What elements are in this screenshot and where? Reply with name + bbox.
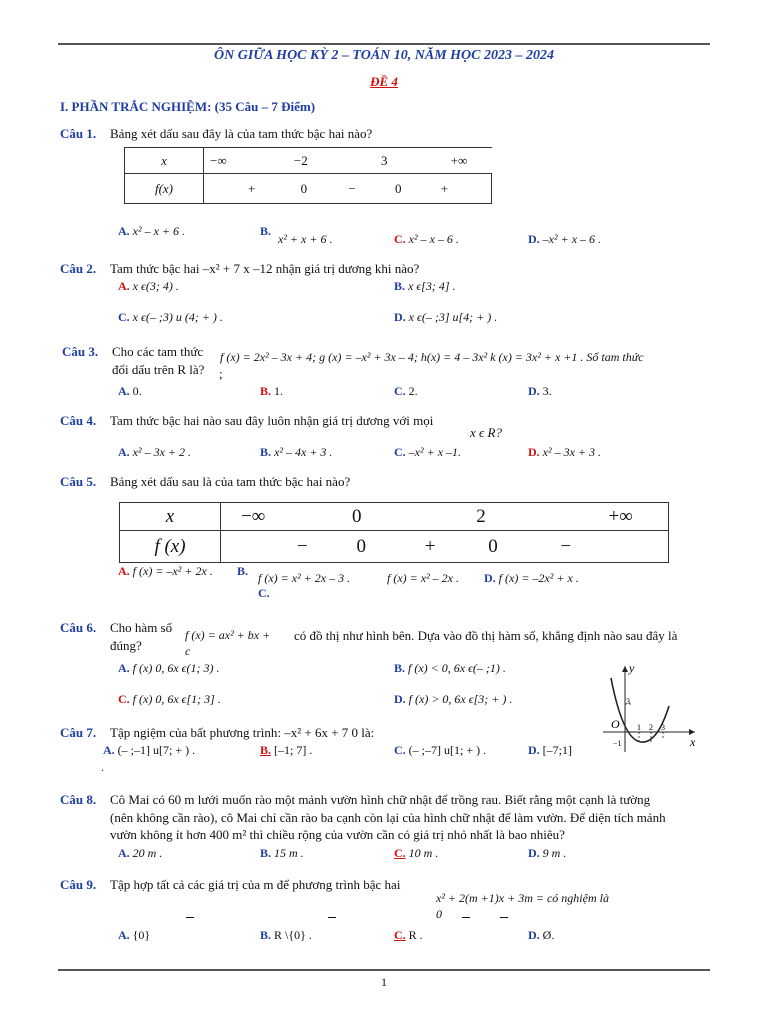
q5-sign-4: 0 <box>488 535 498 557</box>
q8-opt-c-letter: C. <box>394 846 406 860</box>
q8-opt-a-letter: A. <box>118 846 130 860</box>
q5-opt-b-letter: B. <box>237 564 249 578</box>
q8-opt-d: 9 m . <box>542 846 567 860</box>
q8-label: Câu 8. <box>60 792 97 807</box>
q9-dash-2 <box>328 917 336 918</box>
q3-opt-a-letter: A. <box>118 384 130 398</box>
q7-opt-b-letter: B. <box>260 743 272 757</box>
q3-semicolon: ; <box>219 366 223 381</box>
q5-cell-2: 2 <box>476 505 486 527</box>
q5-opt-a: f (x) = –x² + 2x . <box>132 564 213 578</box>
q2-opt-d: x ϵ(– ;3] u[4; + ) . <box>408 310 498 324</box>
q7-opt-d: [–7;1] <box>542 743 572 757</box>
q6-opt-a-letter: A. <box>118 661 130 675</box>
q5-opt-d-letter: D. <box>484 571 496 585</box>
q1-opt-d: –x² + x – 6 . <box>542 232 602 246</box>
q6-opt-d-letter: D. <box>394 692 406 706</box>
q4-opt-a-letter: A. <box>118 445 130 459</box>
q5-cell-posinf: +∞ <box>608 505 633 527</box>
q5-sign-1: − <box>297 535 308 557</box>
q1-cell-x: x <box>125 148 204 174</box>
q7-opt-c-letter: C. <box>394 743 406 757</box>
q6-parabola-graph <box>595 660 705 756</box>
q9-dash-3 <box>462 917 470 918</box>
q7-label: Câu 7. <box>60 725 97 740</box>
q6-formula-c: c <box>185 644 191 658</box>
q1-label: Câu 1. <box>60 126 97 141</box>
y-axis-arrow <box>622 666 628 672</box>
q1-cell-neginf: −∞ <box>210 152 227 168</box>
q7-opt-a-letter: A. <box>103 743 115 757</box>
q1-sign-1: + <box>248 180 256 196</box>
q1-sign-5: + <box>440 180 449 196</box>
q7-opt-d-letter: D. <box>528 743 540 757</box>
q4-opt-d: x² – 3x + 3 . <box>542 445 602 459</box>
q8-opt-b-letter: B. <box>260 846 272 860</box>
exam-number: ĐỀ 4 <box>370 74 398 89</box>
q3-opt-d: 3. <box>542 384 552 398</box>
q6-text2: có đồ thị như hình bên. Dựa vào đồ thị hàm số, khẳng định nào sau đây là <box>294 628 678 643</box>
graph-tick-x2: 2 <box>649 723 653 732</box>
q6-text3: đúng? <box>110 638 142 653</box>
q6-opt-c-letter: C. <box>118 692 130 706</box>
graph-tick-x3: 3 <box>661 723 665 732</box>
page-number: 1 <box>381 975 387 989</box>
q7-opt-c: (– ;–7] u[1; + ) . <box>408 743 487 757</box>
q9-formula-0: 0 <box>436 907 442 921</box>
q5-sign-2: 0 <box>356 535 366 557</box>
q5-sign-5: − <box>560 535 572 557</box>
q8-line-1: Cô Mai có 60 m lưới muốn rào một mảnh vườn hình chữ nhật để trồng rau. Biết rằng một cạnh là tường <box>110 792 651 807</box>
q8-line-3: vườn không ít hơn 400 m² thì chiều rộng của vườn cần có giá trị nhỏ nhất là bao nhiêu? <box>110 827 565 842</box>
q9-opt-b: R \{0} . <box>274 928 312 942</box>
q1-sign-4: 0 <box>394 180 402 196</box>
q7-opt-a: (– ;–1] u[7; + ) . <box>117 743 196 757</box>
q2-opt-a: x ϵ(3; 4) . <box>132 279 179 293</box>
q9-label: Câu 9. <box>60 877 97 892</box>
q1-sign-2: 0 <box>300 180 308 196</box>
q1-opt-c-letter: C. <box>394 232 406 246</box>
q1-opt-a-letter: A. <box>118 224 130 238</box>
q3-opt-b: 1. <box>274 384 284 398</box>
q5-label: Câu 5. <box>60 474 97 489</box>
q1-cell-posinf: +∞ <box>450 152 468 168</box>
q5-sign-table <box>119 502 669 563</box>
q8-line-2: (nên không cần rào), cô Mai chỉ cần rào ba cạnh còn lại của hình chữ nhật để làm vườn. Để diện tích mảnh <box>110 810 666 825</box>
graph-tick-x1: 1 <box>637 723 641 732</box>
q1-cell-fx: f(x) <box>125 174 204 204</box>
q1-opt-b-letter: B. <box>260 224 272 238</box>
q6-text1: Cho hàm số <box>110 620 173 635</box>
page-title: ÔN GIỮA HỌC KỲ 2 – TOÁN 10, NĂM HỌC 2023 – 2024 <box>213 48 554 63</box>
q4-opt-b: x² – 4x + 3 . <box>274 445 333 459</box>
q7-text: Tập ngiệm của bất phương trình: –x² + 6x + 7 0 là: <box>110 725 375 740</box>
q3-text1: Cho các tam thức <box>112 344 204 359</box>
q4-label: Câu 4. <box>60 413 97 428</box>
q3-opt-c-letter: C. <box>394 384 406 398</box>
bottom-rule <box>58 969 710 971</box>
q9-opt-d: Ø. <box>542 928 555 942</box>
q8-opt-a: 20 m . <box>132 846 163 860</box>
q7-dot: . <box>101 760 104 774</box>
graph-tick-xm1: −1 <box>613 739 622 748</box>
q9-formula: x² + 2(m +1)x + 3m = có nghiệm là <box>436 891 609 905</box>
q5-cell-fx: f (x) <box>120 531 221 563</box>
q9-opt-c-letter: C. <box>394 928 406 942</box>
q4-opt-c: –x² + x –1. <box>408 445 462 459</box>
q1-opt-c: x² – x – 6 . <box>408 232 459 246</box>
q4-opt-a: x² – 3x + 2 . <box>132 445 192 459</box>
q4-opt-b-letter: B. <box>260 445 272 459</box>
top-rule <box>58 43 710 45</box>
q6-opt-b: f (x) < 0, 6x ϵ(– ;1) . <box>408 661 506 675</box>
q9-opt-b-letter: B. <box>260 928 272 942</box>
q3-opt-c: 2. <box>408 384 418 398</box>
q6-label: Câu 6. <box>60 620 97 635</box>
q2-opt-c-letter: C. <box>118 310 130 324</box>
graph-x-label: x <box>690 735 696 749</box>
q1-sign-table <box>124 147 492 204</box>
q1-opt-a: x² – x + 6 . <box>132 224 186 238</box>
q1-sign-3: − <box>348 180 356 196</box>
q2-opt-a-letter: A. <box>118 279 130 293</box>
q5-opt-d: f (x) = –2x² + x . <box>498 571 579 585</box>
q6-opt-b-letter: B. <box>394 661 406 675</box>
q4-opt-c-letter: C. <box>394 445 406 459</box>
q5-opt-c-letter: C. <box>258 586 270 600</box>
q6-opt-c: f (x) 0, 6x ϵ[1; 3] . <box>132 692 221 706</box>
q1-cell-3: 3 <box>380 152 388 168</box>
q2-opt-d-letter: D. <box>394 310 406 324</box>
q2-opt-b-letter: B. <box>394 279 406 293</box>
q5-cell-x: x <box>120 503 221 531</box>
q4-condition: x ϵ R? <box>470 425 502 440</box>
q5-opt-a-letter: A. <box>118 564 130 578</box>
q3-formula: f (x) = 2x² – 3x + 4; g (x) = –x² + 3x – 4; h(x) = 4 – 3x² k (x) = 3x² + x +1 . Số tam thức <box>220 350 644 364</box>
q5-cell-0: 0 <box>352 505 362 527</box>
graph-y-label: y <box>629 661 635 675</box>
q3-opt-d-letter: D. <box>528 384 540 398</box>
q9-dash-4 <box>500 917 508 918</box>
q4-text: Tam thức bậc hai nào sau đây luôn nhận giá trị dương với mọi <box>110 413 434 428</box>
q9-text: Tập hợp tất cả các giá trị của m để phương trình bậc hai <box>110 877 401 892</box>
q5-cell-neginf: −∞ <box>241 505 266 527</box>
q5-text: Bảng xét dấu sau là của tam thức bậc hai nào? <box>110 474 351 489</box>
q1-cell-m2: −2 <box>293 152 308 168</box>
q1-opt-b: x² + x + 6 . <box>278 232 333 246</box>
q5-opt-b: f (x) = x² + 2x – 3 . <box>258 571 351 585</box>
q3-opt-b-letter: B. <box>260 384 272 398</box>
q9-opt-a-letter: A. <box>118 928 130 942</box>
q3-label: Câu 3. <box>62 344 99 359</box>
q9-opt-a: {0} <box>132 928 151 942</box>
q5-opt-c: f (x) = x² – 2x . <box>387 571 459 585</box>
q6-opt-d: f (x) > 0, 6x ϵ[3; + ) . <box>408 692 513 706</box>
q9-dash-1 <box>186 917 194 918</box>
q8-opt-b: 15 m . <box>274 846 304 860</box>
q2-opt-c: x ϵ(– ;3) u (4; + ) . <box>132 310 223 324</box>
q3-text2: đổi dấu trên R là? <box>112 362 205 377</box>
q9-opt-d-letter: D. <box>528 928 540 942</box>
q8-opt-c: 10 m . <box>408 846 439 860</box>
q5-sign-3: + <box>424 535 436 557</box>
q2-opt-b: x ϵ[3; 4] . <box>408 279 456 293</box>
graph-tick-y3: 3 <box>626 697 630 706</box>
q1-text: Bảng xét dấu sau đây là của tam thức bậc hai nào? <box>110 126 373 141</box>
q4-opt-d-letter: D. <box>528 445 540 459</box>
q7-opt-b: [–1; 7] . <box>274 743 313 757</box>
q6-formula: f (x) = ax² + bx + <box>185 628 271 642</box>
q6-opt-a: f (x) 0, 6x ϵ(1; 3) . <box>132 661 220 675</box>
q2-text: Tam thức bậc hai –x² + 7 x –12 nhận giá trị dương khi nào? <box>110 261 420 276</box>
graph-origin: O <box>611 717 620 731</box>
q8-opt-d-letter: D. <box>528 846 540 860</box>
q2-label: Câu 2. <box>60 261 97 276</box>
q9-opt-c: R . <box>408 928 423 942</box>
q1-opt-d-letter: D. <box>528 232 540 246</box>
q3-opt-a: 0. <box>132 384 142 398</box>
section-heading: I. PHẦN TRẮC NGHIỆM: (35 Câu – 7 Điểm) <box>60 99 316 114</box>
